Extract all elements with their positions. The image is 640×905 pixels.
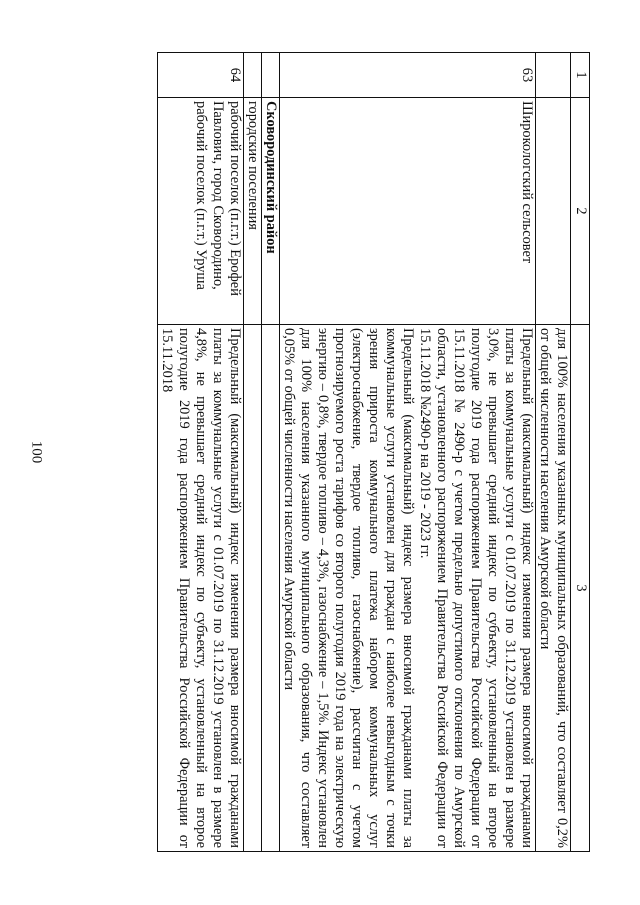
district-number-cell xyxy=(262,53,280,98)
table-header-row xyxy=(571,53,590,852)
district-empty-cell xyxy=(262,325,280,852)
continuation-text: для 100% населения указанных муниципальных образований, что составляет 0,2% от общей численности населения Амурской области xyxy=(536,325,571,852)
table-row-continuation xyxy=(536,53,571,852)
settlement-type-row xyxy=(244,53,262,852)
index-paragraph-63-1: Предельный (максимальный) индекс изменения размера вносимой гражданами платы за коммунальные услуги с 01.07.2019 по 31.12.2019 установлен в размере 3,0%, не превышает средний индекс по субъекту, установленный на второе полугодие 2019 года распоряжением Правительства Российской Федерации от 15.11.2018 № 2490-р с учетом предельно допустимого отклонения по Амурской области, установленного распоряжением Правительства Российской Федерации от 15.11.2018 №2490-р на 2019 - 2023 гг. xyxy=(417,328,535,848)
index-description-63 xyxy=(280,325,536,852)
tariff-index-table xyxy=(50,52,590,852)
settlement-type-number-cell xyxy=(244,53,262,98)
header-col-2: 2 xyxy=(571,98,590,325)
page-number: 100 xyxy=(28,440,45,464)
header-col-3: 3 xyxy=(571,325,590,852)
settlement-type-empty-cell xyxy=(244,325,262,852)
table-row-64 xyxy=(158,53,244,852)
settlement-name-64: рабочий поселок (п.г.т.) Ерофей Павлович, город Сковородино, рабочий поселок (п.г.т.) Уруша xyxy=(158,98,244,325)
table-row-63 xyxy=(280,53,536,852)
index-paragraph-64-1: Предельный (максимальный) индекс изменения размера вносимой гражданами платы за коммунальные услуги с 01.07.2019 по 31.12.2019 установлен в размере 4,8%, не превышает средний индекс по субъекту, установленный на второе полугодие 2019 года распоряжением Правительства Российской Федерации от 15.11.2018 xyxy=(158,325,244,852)
header-col-1: 1 xyxy=(571,53,590,98)
settlement-name-63: Широкологский сельсовет xyxy=(280,98,536,325)
row-number-63: 63 xyxy=(280,53,536,98)
row-name-cell xyxy=(536,98,571,325)
row-number-cell xyxy=(536,53,571,98)
row-number-64: 64 xyxy=(158,53,244,98)
district-name: Сковородинский район xyxy=(262,98,280,325)
settlement-type-label: городские поселения xyxy=(244,98,262,325)
index-paragraph-63-2: Предельный (максимальный) индекс размера вносимой гражданами платы за коммунальные услуги установлен для граждан с наиболее невыгодным с точки зрения прироста коммунального платежа набором коммунальных услуг (электроснабжение, твердое топливо, газоснабжение), рассчитан с учетом прогнозируемого роста тарифов со второго полугодия 2019 года на электрическую энергию – 0,8%, твердое топливо – 4,3%, газоснабжение – 1,5%. Индекс установлен для 100% населения указанного муниципального образования, что составляет 0,05% от общей численности населения Амурской области xyxy=(281,328,416,848)
district-row xyxy=(262,53,280,852)
